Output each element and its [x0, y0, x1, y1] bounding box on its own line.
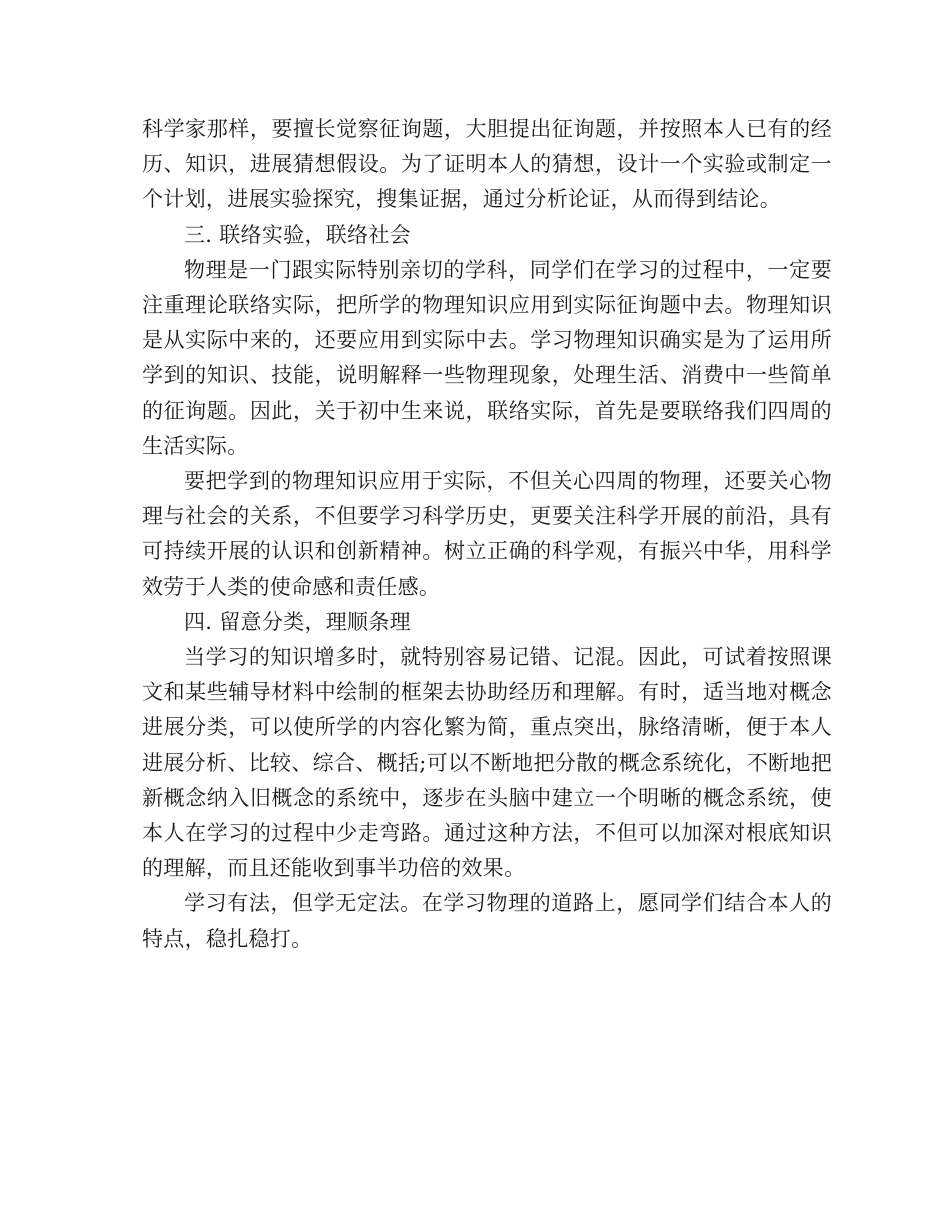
- paragraph-classification: 当学习的知识增多时，就特别容易记错、记混。因此，可试着按照课文和某些辅导材料中绘制的框架去协助经历和理解。有时，适当地对概念进展分类，可以使所学的内容化繁为简，重点突出，脉络清晰，便于本人进展分析、比较、综合、概括;可以不断地把分散的概念系统化，不断地把新概念纳入旧概念的系统中，逐步在头脑中建立一个明晰的概念系统，使本人在学习的过程中少走弯路。通过这种方法，不但可以加深对根底知识的理解，而且还能收到事半功倍的效果。: [142, 645, 832, 881]
- section-heading-four: 四. 留意分类，理顺条理: [184, 609, 411, 634]
- paragraph-practice: 物理是一门跟实际特别亲切的学科，同学们在学习的过程中，一定要注重理论联络实际，把所学的物理知识应用到实际征询题中去。物理知识是从实际中来的，还要应用到实际中去。学习物理知识确实是为了运用所学到的知识、技能，说明解释一些物理现象，处理生活、消费中一些简单的征询题。因此，关于初中生来说，联络实际，首先是要联络我们四周的生活实际。: [142, 257, 832, 458]
- paragraph-conclusion: 学习有法，但学无定法。在学习物理的道路上，愿同学们结合本人的特点，稳扎稳打。: [142, 891, 832, 951]
- section-heading-three: 三. 联络实验，联络社会: [184, 222, 411, 247]
- document-body: [142, 112, 832, 957]
- paragraph-continuation: 科学家那样，要擅长觉察征询题，大胆提出征询题，并按照本人已有的经历、知识，进展猜想假设。为了证明本人的猜想，设计一个实验或制定一个计划，进展实验探究，搜集证据，通过分析论证，从而得到结论。: [142, 117, 832, 212]
- paragraph-society: 要把学到的物理知识应用于实际，不但关心四周的物理，还要关心物理与社会的关系，不但要学习科学历史，更要关注科学开展的前沿，具有可持续开展的认识和创新精神。树立正确的科学观，有振兴中华，用科学效劳于人类的使命感和责任感。: [142, 469, 832, 599]
